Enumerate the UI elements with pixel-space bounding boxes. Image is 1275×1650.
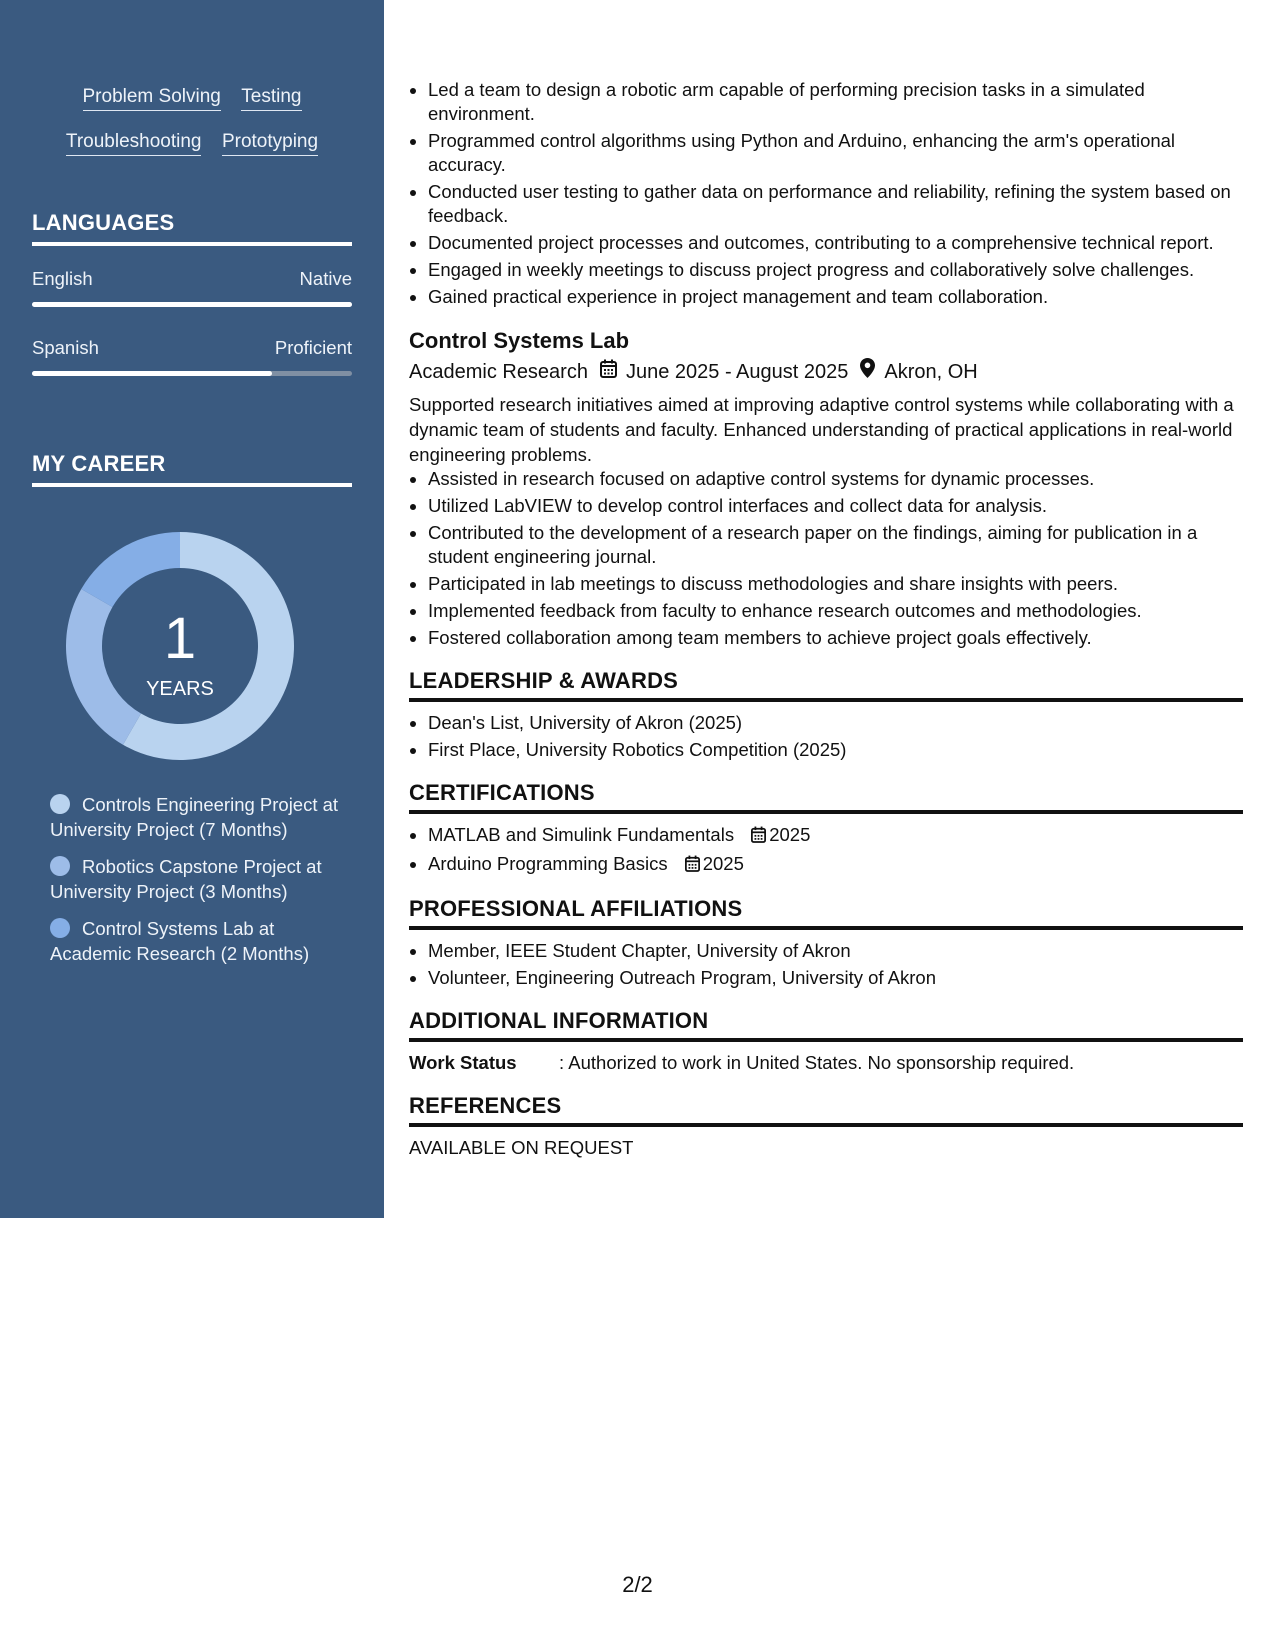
calendar-icon xyxy=(685,854,700,878)
list-item: • Gained practical experience in project management and team collaboration. xyxy=(428,285,1243,309)
language-english xyxy=(32,268,352,290)
list-item: • Programmed control algorithms using Python and Arduino, enhancing the arm's operational accuracy. xyxy=(428,129,1243,177)
calendar-icon xyxy=(600,358,617,386)
certification-year: 2025 xyxy=(769,824,811,845)
main-content xyxy=(409,78,1243,1160)
language-name: Spanish xyxy=(32,337,99,358)
list-item: • First Place, University Robotics Competition (2025) xyxy=(428,738,1243,762)
career-legend xyxy=(50,792,340,978)
skill-tag: Prototyping xyxy=(222,131,318,156)
list-item: • Member, IEEE Student Chapter, University of Akron xyxy=(428,939,1243,963)
job-dates: June 2025 - August 2025 xyxy=(625,361,849,383)
certification-name: MATLAB and Simulink Fundamentals xyxy=(428,824,735,845)
work-status-value: : Authorized to work in United States. No sponsorship required. xyxy=(559,1052,1075,1073)
career-unit-label: YEARS xyxy=(146,678,214,700)
legend-dot-icon xyxy=(50,794,70,814)
list-item: • Fostered collaboration among team members to achieve project goals effectively. xyxy=(428,626,1243,650)
career-legend-label: Control Systems Lab at Academic Research (2 Months) xyxy=(50,918,310,964)
list-item: • Led a team to design a robotic arm capable of performing precision tasks in a simulated environment. xyxy=(428,78,1243,126)
calendar-icon xyxy=(751,825,766,849)
language-spanish xyxy=(32,337,352,359)
legend-dot-icon xyxy=(50,856,70,876)
career-legend-label: Robotics Capstone Project at University Project (3 Months) xyxy=(50,856,322,902)
skill-tag: Troubleshooting xyxy=(66,131,202,156)
sidebar xyxy=(0,0,384,1218)
career-legend-label: Controls Engineering Project at University Project (7 Months) xyxy=(50,794,339,840)
list-item: • Dean's List, University of Akron (2025) xyxy=(428,711,1243,735)
job-location: Akron, OH xyxy=(884,361,978,383)
list-item xyxy=(428,823,1243,849)
references-text: AVAILABLE ON REQUEST xyxy=(409,1137,634,1158)
list-item: • Assisted in research focused on adaptive control systems for dynamic processes. xyxy=(428,467,1243,491)
career-total-years: 1 xyxy=(163,606,197,671)
list-item xyxy=(428,852,1243,878)
language-bar xyxy=(32,371,352,376)
language-bar-fill xyxy=(32,302,352,307)
career-heading: MY CAREER xyxy=(32,451,352,487)
career-legend-item xyxy=(50,916,340,966)
language-level: Proficient xyxy=(274,337,352,358)
career-legend-item xyxy=(50,854,340,904)
certifications-heading: CERTIFICATIONS xyxy=(409,780,1243,814)
list-item: • Utilized LabVIEW to develop control interfaces and collect data for analysis. xyxy=(428,494,1243,518)
affiliations-list xyxy=(409,939,1243,990)
language-bar-fill xyxy=(32,371,272,376)
skills-row xyxy=(0,86,384,111)
list-item: • Engaged in weekly meetings to discuss project progress and collaboratively solve challenges. xyxy=(428,258,1243,282)
list-item: • Contributed to the development of a research paper on the findings, aiming for publication in a student engineering journal. xyxy=(428,521,1243,569)
list-item: • Documented project processes and outcomes, contributing to a comprehensive technical report. xyxy=(428,231,1243,255)
list-item: • Volunteer, Engineering Outreach Program, University of Akron xyxy=(428,966,1243,990)
language-bar xyxy=(32,302,352,307)
skills-row xyxy=(0,131,384,156)
page-number: 2/2 xyxy=(622,1572,653,1597)
job-description: Supported research initiatives aimed at improving adaptive control systems while collaborating with a dynamic team of students and faculty. Enhanced understanding of practical applications in real-world engineering problems. xyxy=(409,394,1234,465)
certifications-list xyxy=(409,823,1243,878)
job-title: Control Systems Lab xyxy=(409,328,630,353)
work-status-row xyxy=(409,1051,1243,1075)
affiliations-heading: PROFESSIONAL AFFILIATIONS xyxy=(409,896,1243,930)
job-meta xyxy=(409,358,1243,386)
career-donut-chart xyxy=(66,532,294,760)
donut-segment xyxy=(81,532,180,607)
certification-year: 2025 xyxy=(702,853,744,874)
project-bullets xyxy=(409,78,1243,309)
career-legend-item xyxy=(50,792,340,842)
skill-tag: Problem Solving xyxy=(83,86,221,111)
location-pin-icon xyxy=(860,358,875,386)
leadership-list xyxy=(409,711,1243,762)
skills-list xyxy=(0,0,384,156)
certification-name: Arduino Programming Basics xyxy=(428,853,668,874)
language-name: English xyxy=(32,268,93,289)
leadership-heading: LEADERSHIP & AWARDS xyxy=(409,668,1243,702)
work-status-label: Work Status xyxy=(409,1052,517,1073)
list-item: • Participated in lab meetings to discuss methodologies and share insights with peers. xyxy=(428,572,1243,596)
list-item: • Implemented feedback from faculty to enhance research outcomes and methodologies. xyxy=(428,599,1243,623)
skill-tag: Testing xyxy=(241,86,301,111)
list-item: • Conducted user testing to gather data on performance and reliability, refining the system based on feedback. xyxy=(428,180,1243,228)
job-organization: Academic Research xyxy=(409,361,588,383)
additional-info-heading: ADDITIONAL INFORMATION xyxy=(409,1008,1243,1042)
legend-dot-icon xyxy=(50,918,70,938)
references-heading: REFERENCES xyxy=(409,1093,1243,1127)
languages-heading: LANGUAGES xyxy=(32,210,352,246)
job-bullets xyxy=(409,467,1243,650)
language-level: Native xyxy=(299,268,352,289)
